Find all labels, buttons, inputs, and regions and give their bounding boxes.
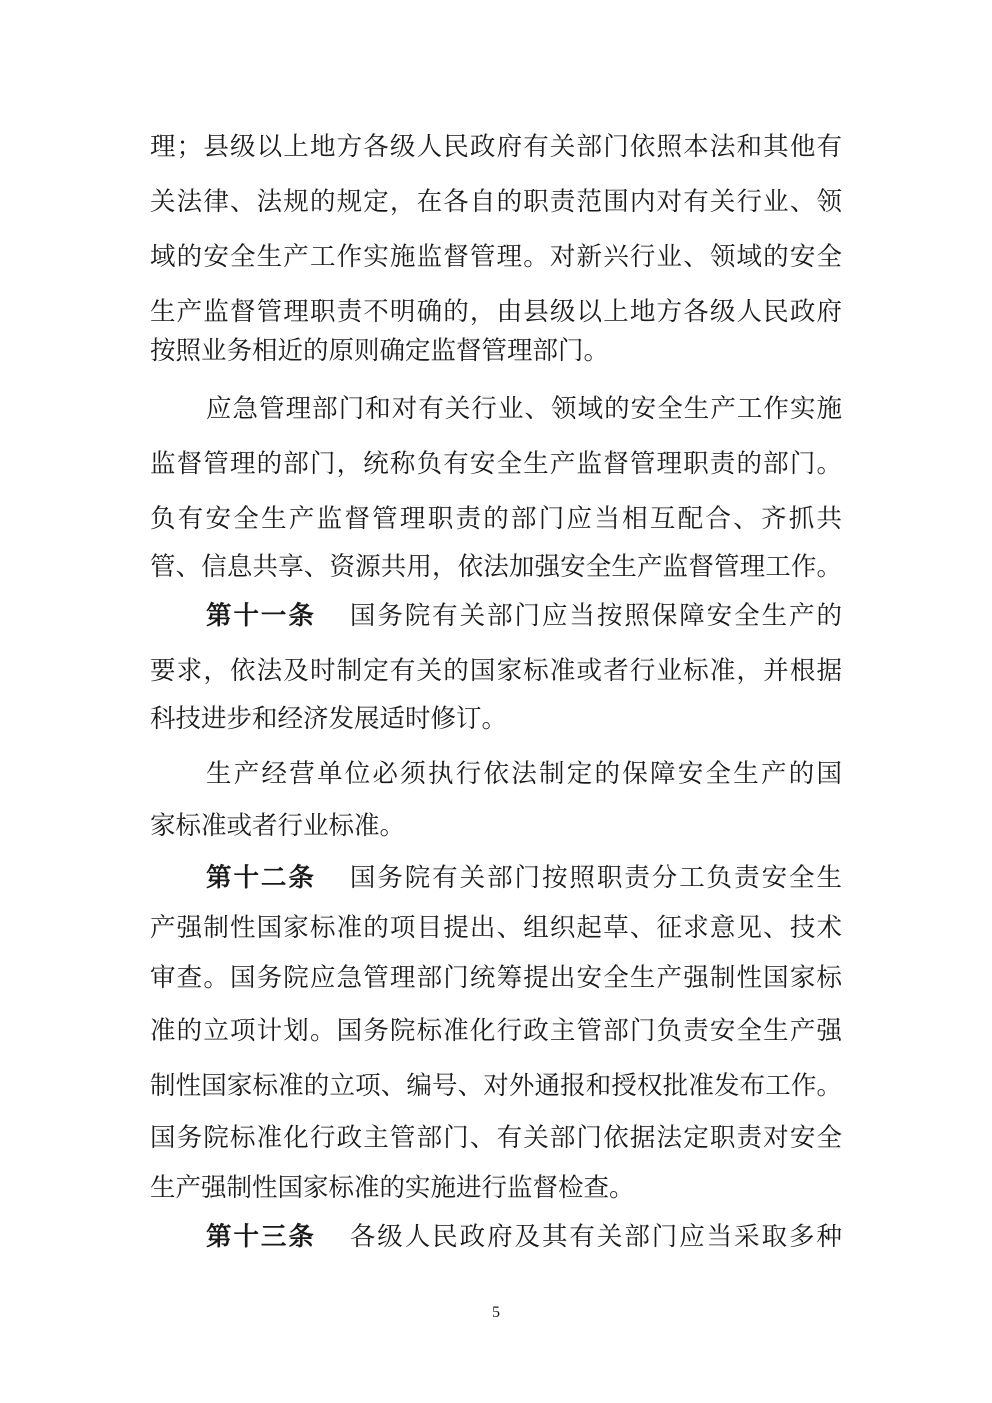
page-number: 5 [492, 1304, 500, 1321]
text-line: 应急管理部门和对有关行业、领域的安全生产工作实施 [206, 394, 842, 424]
article-heading: 第十二条 [206, 863, 316, 893]
article-heading: 第十三条 [206, 1222, 316, 1252]
article-heading: 第十一条 [206, 601, 316, 631]
text-line: 要求，依法及时制定有关的国家标准或者行业标准，并根据 [150, 656, 842, 686]
text-span: 各级人民政府及其有关部门应当采取多种 [349, 1222, 842, 1252]
text-line: 生产经营单位必须执行依法制定的保障安全生产的国 [206, 759, 842, 789]
text-line: 准的立项计划。国务院标准化行政主管部门负责安全生产强 [150, 1016, 842, 1046]
text-span: 国务院有关部门按照职责分工负责安全生 [349, 863, 842, 893]
text-line: 域的安全生产工作实施监督管理。对新兴行业、领域的安全 [150, 242, 842, 272]
text-line: 生产监督管理职责不明确的，由县级以上地方各级人民政府 [150, 297, 842, 327]
article-11-line [150, 594, 842, 638]
text-line: 生产强制性国家标准的实施进行监督检查。 [150, 1173, 635, 1203]
article-13-line [150, 1215, 842, 1259]
text-line: 监督管理的部门，统称负有安全生产监督管理职责的部门。 [150, 449, 842, 479]
text-line: 产强制性国家标准的项目提出、组织起草、征求意见、技术 [150, 913, 842, 943]
text-line: 负有安全生产监督管理职责的部门应当相互配合、齐抓共 [150, 504, 842, 534]
text-span: 国务院有关部门应当按照保障安全生产的 [349, 601, 842, 631]
text-line: 关法律、法规的规定，在各自的职责范围内对有关行业、领 [150, 187, 842, 217]
text-line: 家标准或者行业标准。 [150, 811, 406, 841]
text-line: 按照业务相近的原则确定监督管理部门。 [150, 336, 610, 366]
text-line: 科技进步和经济发展适时修订。 [150, 704, 508, 734]
article-12-line [150, 856, 842, 900]
text-line: 管、信息共享、资源共用，依法加强安全生产监督管理工作。 [150, 552, 842, 582]
text-line: 审查。国务院应急管理部门统筹提出安全生产强制性国家标 [150, 963, 842, 993]
text-line: 国务院标准化行政主管部门、有关部门依据法定职责对安全 [150, 1123, 842, 1153]
text-line: 制性国家标准的立项、编号、对外通报和授权批准发布工作。 [150, 1071, 842, 1101]
text-line: 理；县级以上地方各级人民政府有关部门依照本法和其他有 [150, 132, 842, 162]
